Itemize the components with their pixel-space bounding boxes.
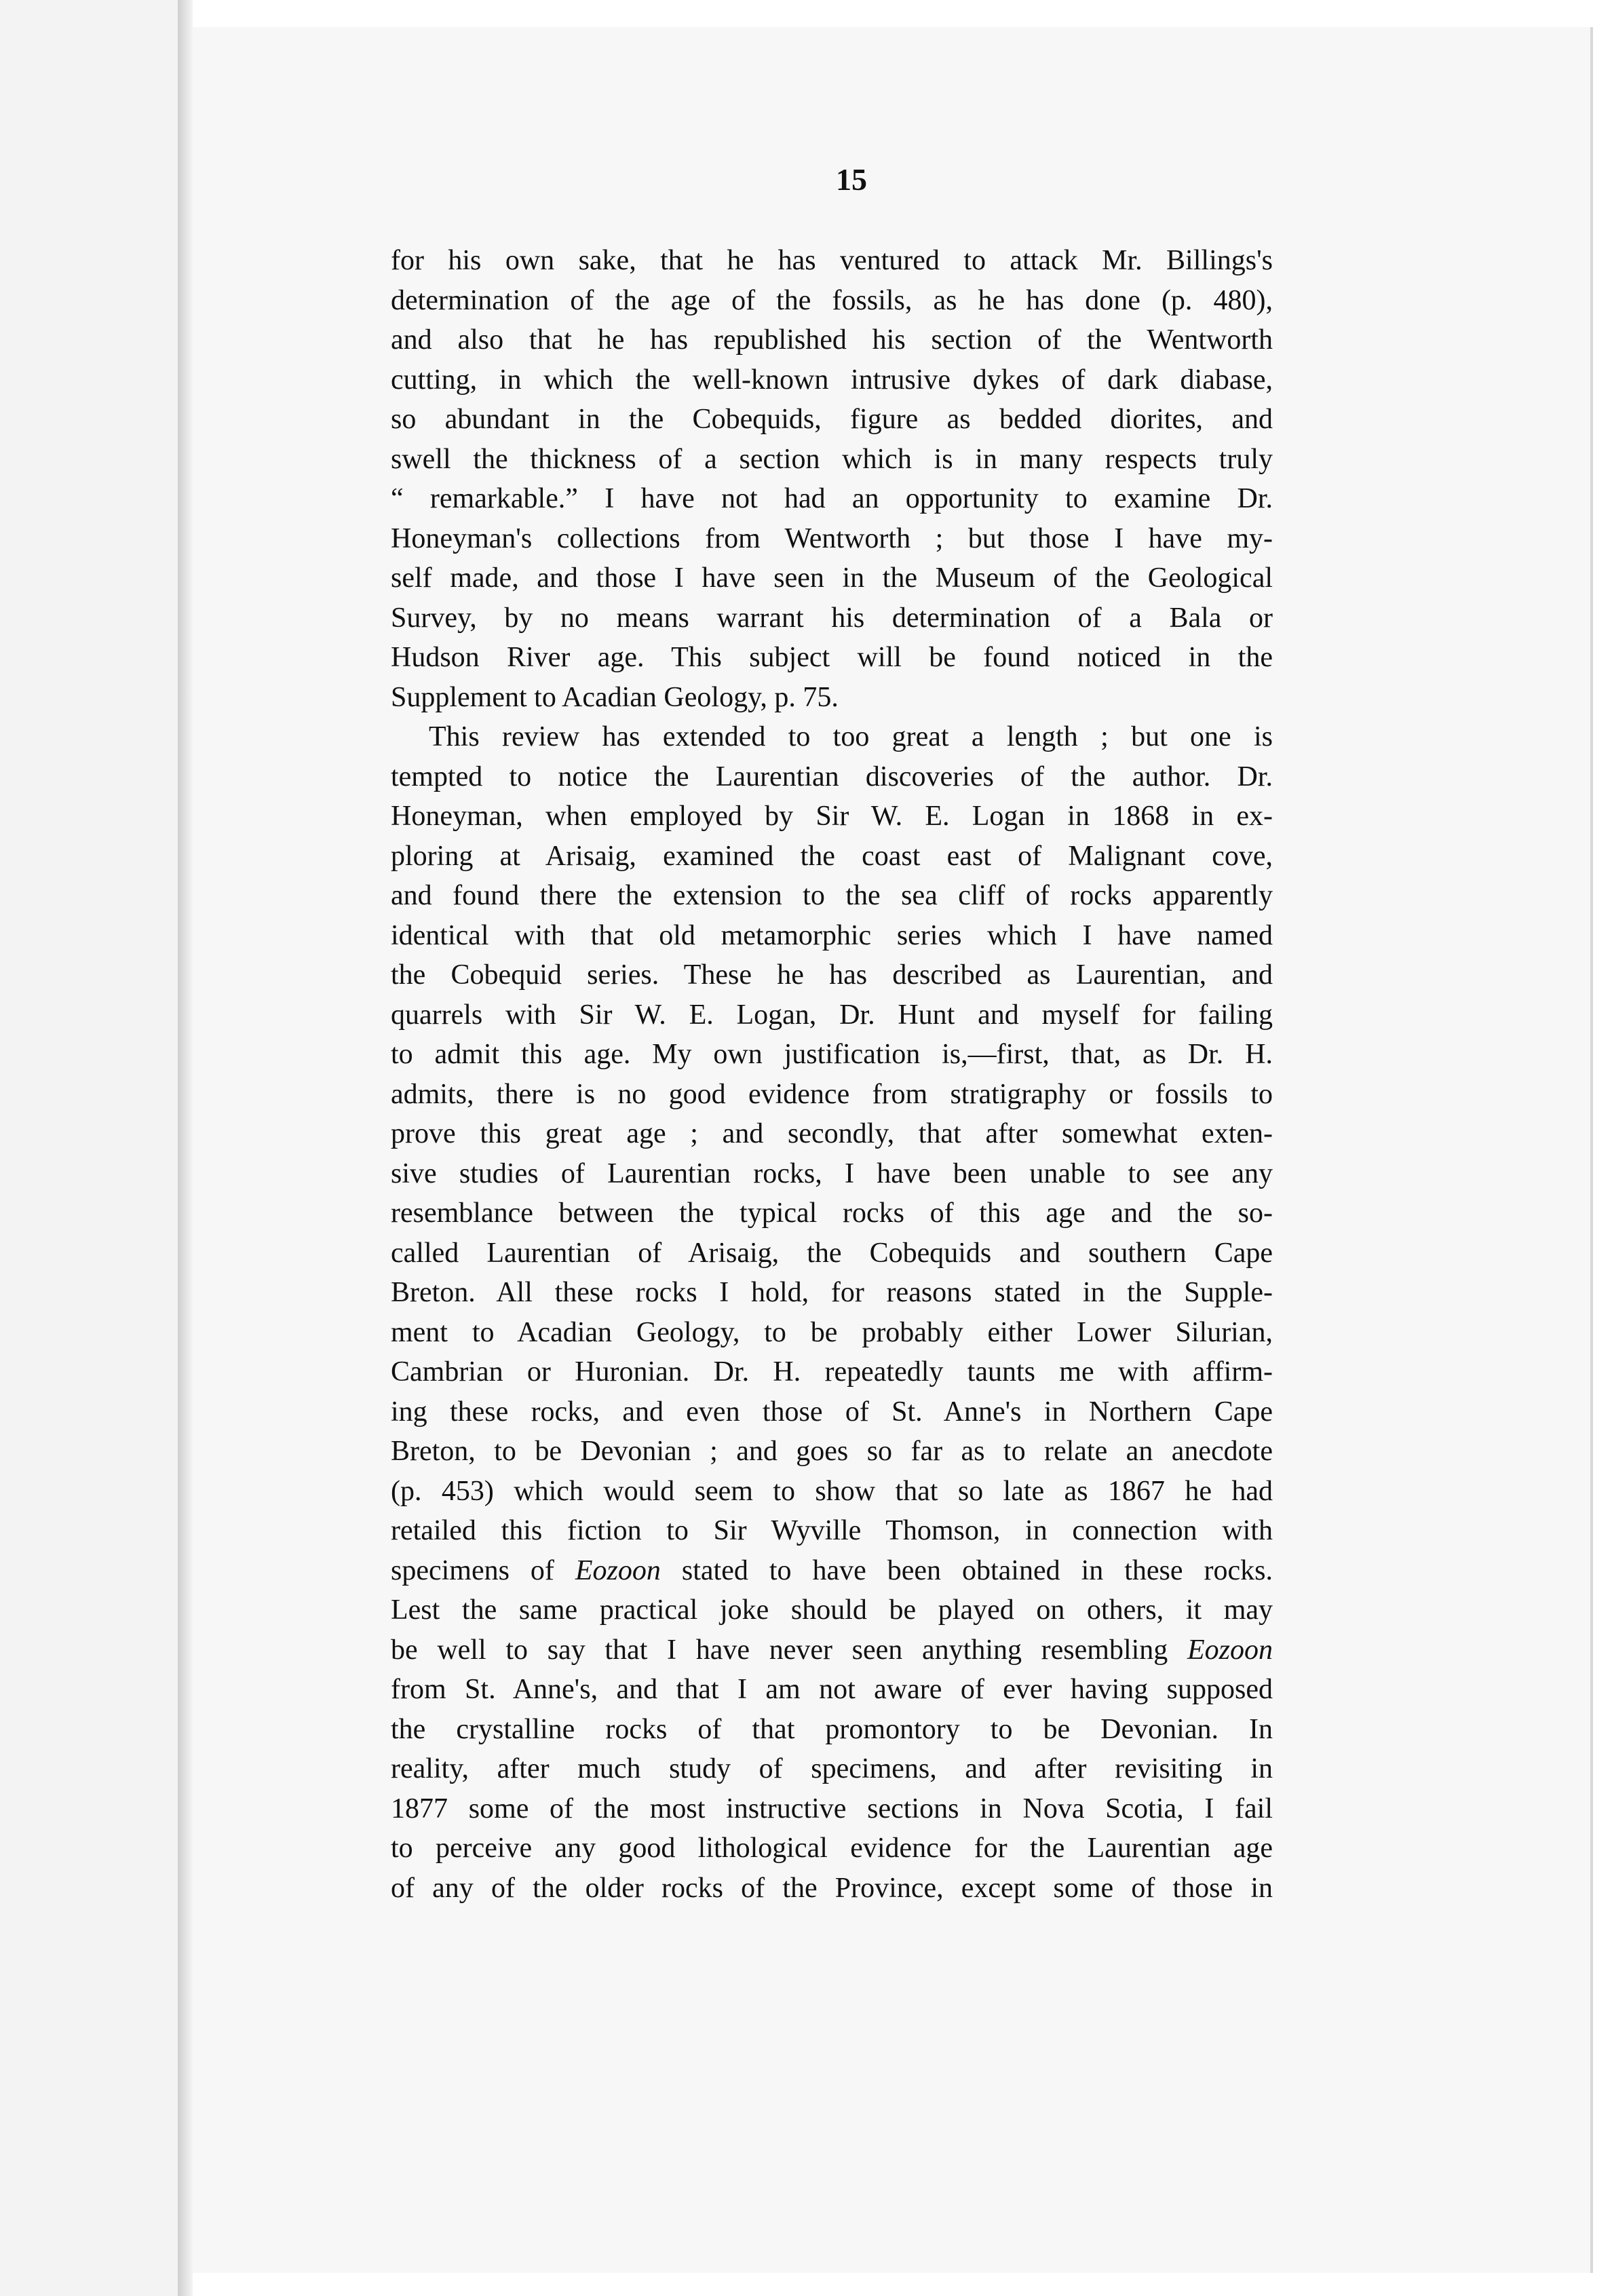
text-line: determination of the age of the fossils, as he has done (p. 480), (391, 284, 1273, 316)
text-line: specimens of Eozoon stated to have been obtained in these rocks. (391, 1554, 1273, 1586)
text-line: Hudson River age. This subject will be found noticed in the (391, 642, 1273, 673)
book-gutter (178, 0, 193, 2296)
text-line: 1877 some of the most instructive sections in Nova Scotia, I fail (391, 1793, 1273, 1824)
text-line: the Cobequid series. These he has described as Laurentian, and (391, 959, 1273, 991)
facing-page-edge (0, 0, 182, 2296)
paragraph (391, 241, 1273, 717)
text-line: resemblance between the typical rocks of this age and the so- (391, 1198, 1273, 1229)
page-number: 15 (836, 162, 867, 197)
text-line: retailed this fiction to Sir Wyville Thomson, in connection with (391, 1515, 1273, 1546)
text-line: Breton. All these rocks I hold, for reasons stated in the Supple- (391, 1277, 1273, 1308)
text-line: tempted to notice the Laurentian discoveries of the author. Dr. (391, 761, 1273, 792)
text-line: Supplement to Acadian Geology, p. 75. (391, 681, 839, 713)
text-line: Breton, to be Devonian ; and goes so far as to relate an anecdote (391, 1436, 1273, 1467)
text-line: be well to say that I have never seen anything resembling Eozoon (391, 1634, 1273, 1666)
text-line: called Laurentian of Arisaig, the Cobequids and southern Cape (391, 1237, 1273, 1269)
text-line: (p. 453) which would seem to show that so late as 1867 he had (391, 1475, 1273, 1507)
text-line: Survey, by no means warrant his determination of a Bala or (391, 602, 1273, 634)
text-line: ploring at Arisaig, examined the coast east of Malignant cove, (391, 840, 1273, 872)
text-line: This review has extended to too great a length ; but one is (429, 721, 1273, 752)
text-line: sive studies of Laurentian rocks, I have been unable to see any (391, 1157, 1273, 1189)
paragraph (391, 717, 1273, 1908)
text-line: and found there the extension to the sea cliff of rocks apparently (391, 880, 1273, 911)
text-line: from St. Anne's, and that I am not aware of ever having supposed (391, 1674, 1273, 1705)
text-line: self made, and those I have seen in the Museum of the Geological (391, 562, 1273, 594)
text-line: to admit this age. My own justification is,—first, that, as Dr. H. (391, 1039, 1273, 1070)
text-line: to perceive any good lithological evidence for the Laurentian age (391, 1833, 1273, 1864)
text-line: so abundant in the Cobequids, figure as bedded diorites, and (391, 404, 1273, 435)
text-line: cutting, in which the well-known intrusive dykes of dark diabase, (391, 364, 1273, 396)
text-line: identical with that old metamorphic series which I have named (391, 919, 1273, 951)
text-line: for his own sake, that he has ventured to attack Mr. Billings's (391, 245, 1273, 276)
text-line: “ remarkable.” I have not had an opportunity to examine Dr. (391, 483, 1273, 514)
text-line: Honeyman, when employed by Sir W. E. Logan in 1868 in ex- (391, 801, 1273, 832)
body-text (391, 241, 1273, 1908)
text-line: and also that he has republished his section of the Wentworth (391, 324, 1273, 356)
text-line: swell the thickness of a section which is in many respects truly (391, 443, 1273, 475)
text-line: Honeyman's collections from Wentworth ; but those I have my- (391, 522, 1273, 554)
text-line: of any of the older rocks of the Province, except some of those in (391, 1872, 1273, 1904)
text-line: quarrels with Sir W. E. Logan, Dr. Hunt and myself for failing (391, 999, 1273, 1031)
text-line: prove this great age ; and secondly, that after somewhat exten- (391, 1118, 1273, 1149)
text-line: the crystalline rocks of that promontory to be Devonian. In (391, 1713, 1273, 1745)
text-line: admits, there is no good evidence from stratigraphy or fossils to (391, 1078, 1273, 1110)
text-line: ment to Acadian Geology, to be probably either Lower Silurian, (391, 1316, 1273, 1348)
text-line: ing these rocks, and even those of St. Anne's in Northern Cape (391, 1396, 1273, 1428)
text-line: Cambrian or Huronian. Dr. H. repeatedly taunts me with affirm- (391, 1356, 1273, 1388)
text-line: reality, after much study of specimens, and after revisiting in (391, 1753, 1273, 1784)
text-line: Lest the same practical joke should be played on others, it may (391, 1594, 1273, 1626)
